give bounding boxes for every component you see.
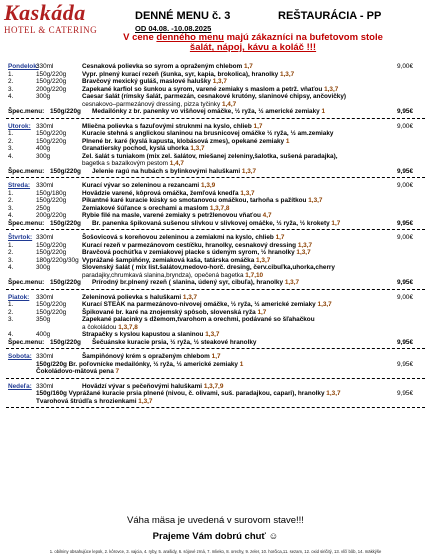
item-weight: 150g/220g	[36, 137, 67, 145]
menu-line	[0, 71, 431, 79]
special-text	[92, 220, 340, 228]
notice-part: V cene	[123, 32, 157, 43]
special-text: Br. panenka špikovaná sušenou slivkou v slivkovej omáčke, ½ ryža, ½ krokety	[92, 219, 330, 227]
item-text: Vyprážané šampiňóny, zemiaková kaša, tatárska omáčka	[82, 256, 255, 264]
item-text: 150g/220g Br. poľovnícke medailónky, ½ ryža, ½ americké zemiaky	[36, 360, 238, 368]
allergen-codes: 1,7	[209, 353, 221, 360]
allergen-codes: 1	[237, 360, 244, 368]
menu-line	[0, 153, 431, 161]
special-menu-line	[0, 168, 431, 176]
day-label: Utorok:	[8, 122, 31, 130]
item-weight: 150g/180g	[36, 189, 67, 197]
item-weight: 250g	[36, 204, 51, 212]
item-number: 4.	[8, 93, 14, 100]
item-text	[36, 361, 243, 369]
item-text: paradajky,chrumkavá slanina,bryndza), opečená bagetka	[82, 271, 244, 279]
menu-title: DENNÉ MENU č. 3	[135, 10, 231, 22]
item-price: 9,95€	[397, 360, 413, 368]
menu-line	[0, 86, 431, 94]
item-text	[82, 353, 221, 361]
item-text	[82, 78, 227, 86]
item-text	[82, 205, 229, 213]
item-text: Zapekané karfiol so šunkou a syrom, varené zemiaky s maslom a petrž. vňaťou	[82, 85, 323, 93]
item-text: Granatiersky pochod, kyslá uhorka	[82, 145, 189, 152]
item-weight: 150g/220g	[36, 301, 67, 308]
logo	[4, 2, 108, 42]
day-label: Sobota:	[8, 353, 32, 360]
item-text	[82, 309, 266, 317]
item-text	[82, 138, 289, 146]
item-number: 2.	[8, 197, 14, 204]
item-weight: 180g/220g/30g	[36, 256, 79, 264]
weight-note: Váha mäsa je uvedená v surovom stave!!!	[127, 515, 304, 526]
allergen-codes: 1,3,7	[136, 397, 153, 405]
item-text: Caesar šalát (rímsky šalát, parmezán, cesnakové krutóny, slaninové chipsy, ančovičky)	[82, 93, 347, 100]
notice-part: denného menu	[156, 32, 224, 43]
menu-line	[0, 309, 431, 317]
item-text	[82, 71, 294, 79]
allergen-codes: 1,3,7	[294, 249, 311, 256]
allergen-codes: 1,3,7	[322, 85, 339, 93]
item-weight: 300g	[36, 264, 51, 271]
item-number: 1.	[8, 189, 14, 197]
item-text: Tvarohová štrúdľa s hrozienkami	[36, 397, 137, 405]
footer	[0, 515, 431, 554]
special-weight: 150g/220g	[50, 167, 81, 175]
item-number: 2.	[8, 78, 14, 85]
allergen-codes: 1,3,7	[283, 279, 300, 286]
item-text: Kurací STEAK na parmezánovo-nivovej omáčke, ½ ryža, ½ americké zemiaky	[82, 301, 316, 308]
item-text	[82, 93, 346, 101]
special-label: Špec.menu:	[8, 219, 45, 227]
item-weight: 330ml	[36, 182, 54, 189]
allergen-codes: 1,3,7	[181, 293, 198, 301]
item-text: Hovädzí vývar s pečeňovými haluškami	[82, 382, 203, 390]
allergen-codes: 1,3,7	[240, 167, 257, 175]
allergen-codes: 1,3,7	[203, 331, 220, 338]
item-price: 9,00€	[397, 182, 413, 189]
divider	[6, 407, 425, 412]
item-text: Plnené br. karé (kyslá kapusta, klobásová zmes), opekané zemiaky	[82, 137, 285, 145]
item-weight: 200g/220g	[36, 85, 67, 93]
item-weight: 400g	[36, 331, 51, 338]
special-weight: 150g/220g	[50, 279, 81, 286]
item-weight: 350g	[36, 316, 51, 323]
special-label: Špec.menu:	[8, 108, 45, 115]
item-text: Bravčová pochúťka v zemiakovej placke s údeným syrom, ½ hranolky	[82, 249, 295, 256]
item-number: 3.	[8, 316, 14, 323]
item-text	[82, 331, 219, 339]
item-text: bagetka s bazalkovým pestom	[82, 160, 168, 167]
allergen-codes: 1,3,7	[306, 197, 323, 204]
item-number: 4.	[8, 212, 14, 219]
day-label: Nedeľa:	[8, 382, 32, 390]
allergen-codes: 1,7	[251, 122, 263, 130]
item-text	[82, 86, 338, 94]
menu-line	[0, 190, 431, 198]
menu-line	[0, 93, 431, 101]
menu-list	[0, 63, 431, 412]
menu-notice	[108, 33, 398, 53]
day-label: Štvrtok:	[8, 234, 33, 241]
item-text	[82, 272, 263, 280]
special-price: 9,95€	[397, 279, 413, 286]
item-text: Kurací rezeň v parmezánovom cestíčku, hranolky, cesnakový dressing	[82, 241, 297, 249]
menu-line	[0, 145, 431, 153]
allergen-codes: 1,3,7	[296, 241, 313, 249]
allergen-codes: 1,3,7	[210, 78, 227, 85]
allergen-codes: 1,7	[242, 63, 253, 70]
menu-line	[0, 353, 431, 361]
item-weight: 300g	[36, 93, 51, 100]
item-text: Šampiňónový krém s opraženým chlebom	[82, 353, 210, 360]
allergen-codes: 1,7	[273, 234, 285, 241]
allergen-codes: 1,4,7	[220, 100, 237, 108]
item-text	[82, 383, 223, 391]
item-number: 1.	[8, 241, 14, 249]
menu-line	[0, 242, 431, 250]
special-weight: 150g/220g	[50, 108, 81, 115]
item-text	[82, 257, 270, 265]
item-text: Šošovicová s koreňovou zeleninou a zemiakmi na kyslo, chlieb	[82, 234, 274, 241]
special-label: Špec.menu:	[8, 279, 45, 286]
item-weight: 330ml	[36, 382, 54, 390]
notice-part: majú zákazníci na bufetovom stole	[223, 32, 383, 43]
special-weight: 150g/220g	[50, 219, 81, 227]
menu-line	[0, 249, 431, 257]
special-text: Prírodný br.plnený rezeň ( slanina, údený syr, cibuľa), hranolky	[92, 279, 284, 286]
item-number: 2.	[8, 137, 14, 145]
item-number: 3.	[8, 204, 14, 212]
item-number: 1.	[8, 130, 14, 137]
menu-line	[0, 63, 431, 71]
menu-line	[0, 368, 431, 376]
allergen-codes: 1,7	[255, 308, 267, 316]
item-number: 1.	[8, 70, 14, 78]
menu-line	[0, 361, 431, 369]
special-text	[92, 168, 256, 176]
menu-line	[0, 130, 431, 138]
notice-line-2: šalát, nápoj, kávu a koláč !!!	[189, 42, 317, 53]
special-text: Šečuánske kuracie prsia, ½ ryža, ½ steakové hranolky	[92, 338, 257, 346]
menu-line	[0, 160, 431, 168]
item-text	[82, 190, 255, 198]
restaurant-name: REŠTAURÁCIA - PP	[278, 10, 382, 22]
special-menu-line	[0, 108, 431, 116]
menu-line	[0, 398, 431, 406]
menu-line	[0, 212, 431, 220]
item-price: 9,00€	[397, 122, 413, 130]
menu-line	[0, 301, 431, 309]
item-text: Bravčový mexický guláš, maslové halušky	[82, 78, 211, 85]
item-price: 9,95€	[397, 390, 413, 397]
item-text: cesnakovo–parmezánový dressing, pizza tyčinky	[82, 100, 221, 108]
item-text	[82, 294, 197, 302]
item-text: Pikantné karé kuracie kúsky so smotanovou omáčkou, tarhoňa s pažítkou	[82, 197, 307, 204]
allergen-codes: 1,7,10	[243, 271, 264, 279]
item-text	[36, 390, 341, 398]
item-weight: 150g/220g	[36, 197, 67, 204]
menu-line	[0, 390, 431, 398]
menu-line	[0, 257, 431, 265]
menu-line	[0, 123, 431, 131]
special-text	[92, 108, 325, 116]
special-menu-line	[0, 220, 431, 228]
special-price: 9,95€	[397, 167, 413, 175]
item-text	[82, 234, 284, 242]
item-text	[82, 145, 205, 153]
item-number: 1.	[8, 301, 14, 308]
menu-line	[0, 294, 431, 302]
item-text	[82, 130, 333, 138]
item-text	[36, 368, 119, 376]
special-text: Jelenie ragú na hubách s bylinkovými haluškami	[92, 167, 241, 175]
day-label: Pondelok:	[8, 63, 39, 70]
menu-line	[0, 316, 431, 324]
menu-line	[0, 197, 431, 205]
item-weight: 400g	[36, 145, 51, 152]
allergen-codes: 4,7	[260, 212, 272, 219]
item-number: 3.	[8, 256, 14, 264]
menu-line	[0, 331, 431, 339]
allergen-codes: 1	[284, 137, 290, 145]
item-text: Cesnaková polievka so syrom a opraženým chlebom	[82, 63, 243, 70]
item-text: Zel. šalát s tuniakom (mix zel. šalátov, miešanej zeleniny,šalotka, sušená paradajka),	[82, 152, 338, 160]
day-label: Piatok:	[8, 293, 30, 301]
item-text	[82, 63, 253, 71]
item-text: Zemiakové šúľance s orechami a maslom	[82, 204, 209, 212]
menu-line	[0, 272, 431, 280]
item-text	[82, 316, 315, 324]
item-number: 2.	[8, 249, 14, 256]
special-price: 9,95€	[397, 338, 413, 346]
item-text	[82, 242, 312, 250]
item-price: 9,00€	[397, 234, 413, 241]
item-number: 3.	[8, 85, 14, 93]
item-number: 3.	[8, 145, 14, 152]
day-label: Streda:	[8, 182, 31, 189]
menu-line	[0, 264, 431, 272]
item-text	[82, 324, 138, 332]
item-text	[82, 264, 335, 272]
allergen-codes: 1,3,7	[324, 390, 341, 397]
menu-line	[0, 78, 431, 86]
item-weight: 150g/220g	[36, 241, 67, 249]
item-text: Rybie filé na masle, varené zemiaky s petržlenovou vňaťou	[82, 212, 261, 219]
menu-line	[0, 383, 431, 391]
item-price: 9,00€	[397, 63, 413, 70]
item-text	[82, 160, 184, 168]
allergen-codes: 1,3,7	[188, 145, 205, 152]
item-weight: 330ml	[36, 293, 54, 301]
allergen-codes: 1,3,7	[254, 256, 271, 264]
special-label: Špec.menu:	[8, 338, 45, 346]
menu-line	[0, 138, 431, 146]
item-text: Mliečna polievka s fazuľovými struknmi na kyslo, chlieb	[82, 122, 252, 130]
wish: Prajeme Vám dobrú chuť ☺	[152, 531, 279, 542]
allergen-codes: 1,7	[329, 219, 341, 227]
item-weight: 150g/220g	[36, 249, 67, 256]
item-text	[82, 182, 215, 190]
item-text: Slovenský šalát ( mix list.šalátov,medovo-horč. dresing, červ.cibuľka,uhorka,cherry	[82, 264, 335, 271]
special-weight: 150g/220g	[50, 338, 81, 346]
logo-subtitle: HOTEL & CATERING	[4, 25, 98, 35]
special-text	[92, 339, 256, 347]
special-price: 9,95€	[397, 219, 413, 227]
item-text	[82, 212, 272, 220]
item-text: a čokoládou	[82, 323, 117, 331]
item-weight: 150g/220g	[36, 78, 67, 85]
item-text	[82, 123, 262, 131]
item-weight: 150g/220g	[36, 308, 67, 316]
item-number: 4.	[8, 152, 14, 160]
menu-date-range: OD 04.08. -10.08.2025	[135, 24, 212, 33]
item-weight: 150g/220g	[36, 70, 67, 78]
item-text: Strapačky s kyslou kapustou a slaninou	[82, 331, 204, 338]
allergen-codes: 1,4,7	[167, 160, 184, 167]
item-text	[82, 249, 311, 257]
item-text: 150g/160g Vyprážané kuracie prsia plnené (nivou, č. olivami, suš. paradajkou, capari), hranolky	[36, 390, 325, 397]
allergen-codes: 1,3,7	[278, 70, 295, 78]
logo-name: Kaskáda	[4, 0, 86, 25]
allergen-codes: 1,3,7,8	[116, 323, 138, 331]
item-weight: 330ml	[36, 122, 54, 130]
special-menu-line	[0, 279, 431, 287]
item-text: Zapekané palacinky s džemom,tvarohom a orechmi, podávané so šľahačkou	[82, 316, 315, 323]
menu-line	[0, 101, 431, 109]
item-weight: 200g/220g	[36, 212, 67, 219]
allergen-codes: 1,3,7	[238, 189, 255, 197]
item-text: Kurací vývar so zeleninou a rezancami	[82, 182, 200, 189]
allergen-legend: 1. obilniny obsahujúce lepok, 2. kôrovce, 3. vajcia, 4. ryby, 5. arašidy, 6. sójové zrná, 7. mlieko, 8. orechy, 9. zeler, 10. horčica,11. sezam, 12. oxid siričitý, 13. vlčí bôb, 14. mäkkýše	[49, 549, 382, 554]
menu-line	[0, 324, 431, 332]
allergen-codes: 1,3,7,9	[202, 382, 224, 390]
allergen-codes: 1,3,7,8	[208, 204, 230, 212]
item-weight: 330ml	[36, 353, 54, 360]
allergen-codes: 1,3,7	[315, 301, 332, 308]
item-weight: 330ml	[36, 234, 54, 241]
item-text: Čokoládovo-mätová pena	[36, 368, 114, 375]
item-text: Vypr. plnený kurací rezeň (šunka, syr, kapia, brokolica), hranolky	[82, 70, 279, 78]
allergen-codes: 1,3,9	[199, 182, 216, 189]
allergen-codes: 1	[319, 108, 326, 115]
item-text	[36, 398, 152, 406]
item-number: 4.	[8, 331, 14, 338]
item-text	[82, 153, 338, 161]
menu-line	[0, 234, 431, 242]
item-text	[82, 197, 322, 205]
item-text: Špikované br. karé na znojemský spôsob, slovenská ryža	[82, 308, 256, 316]
item-weight: 150g/220g	[36, 130, 67, 137]
item-price: 9,00€	[397, 293, 413, 301]
item-text	[82, 301, 332, 309]
special-text: Medailónky z br. panenky vo višňovej omáčke, ½ ryža, ½ americké zemiaky	[92, 108, 320, 115]
special-menu-line	[0, 339, 431, 347]
special-price: 9,95€	[397, 108, 413, 115]
item-text: Hovädzie varené, kôprová omáčka, žemľová knedľa	[82, 189, 239, 197]
item-number: 2.	[8, 308, 14, 316]
item-text: Zeleninová polievka s haluškami	[82, 293, 182, 301]
item-weight: 300g	[36, 152, 51, 160]
item-weight: 330ml	[36, 63, 54, 70]
special-text	[92, 279, 299, 287]
menu-line	[0, 182, 431, 190]
item-text: Kuracie stehná s anglickou slaninou na brusnicovej omáčke ½ ryža, ½ am.zemiaky	[82, 130, 334, 137]
item-number: 4.	[8, 264, 14, 271]
special-label: Špec.menu:	[8, 167, 45, 175]
allergen-codes: 7	[113, 368, 120, 375]
item-text	[82, 101, 236, 109]
menu-line	[0, 205, 431, 213]
